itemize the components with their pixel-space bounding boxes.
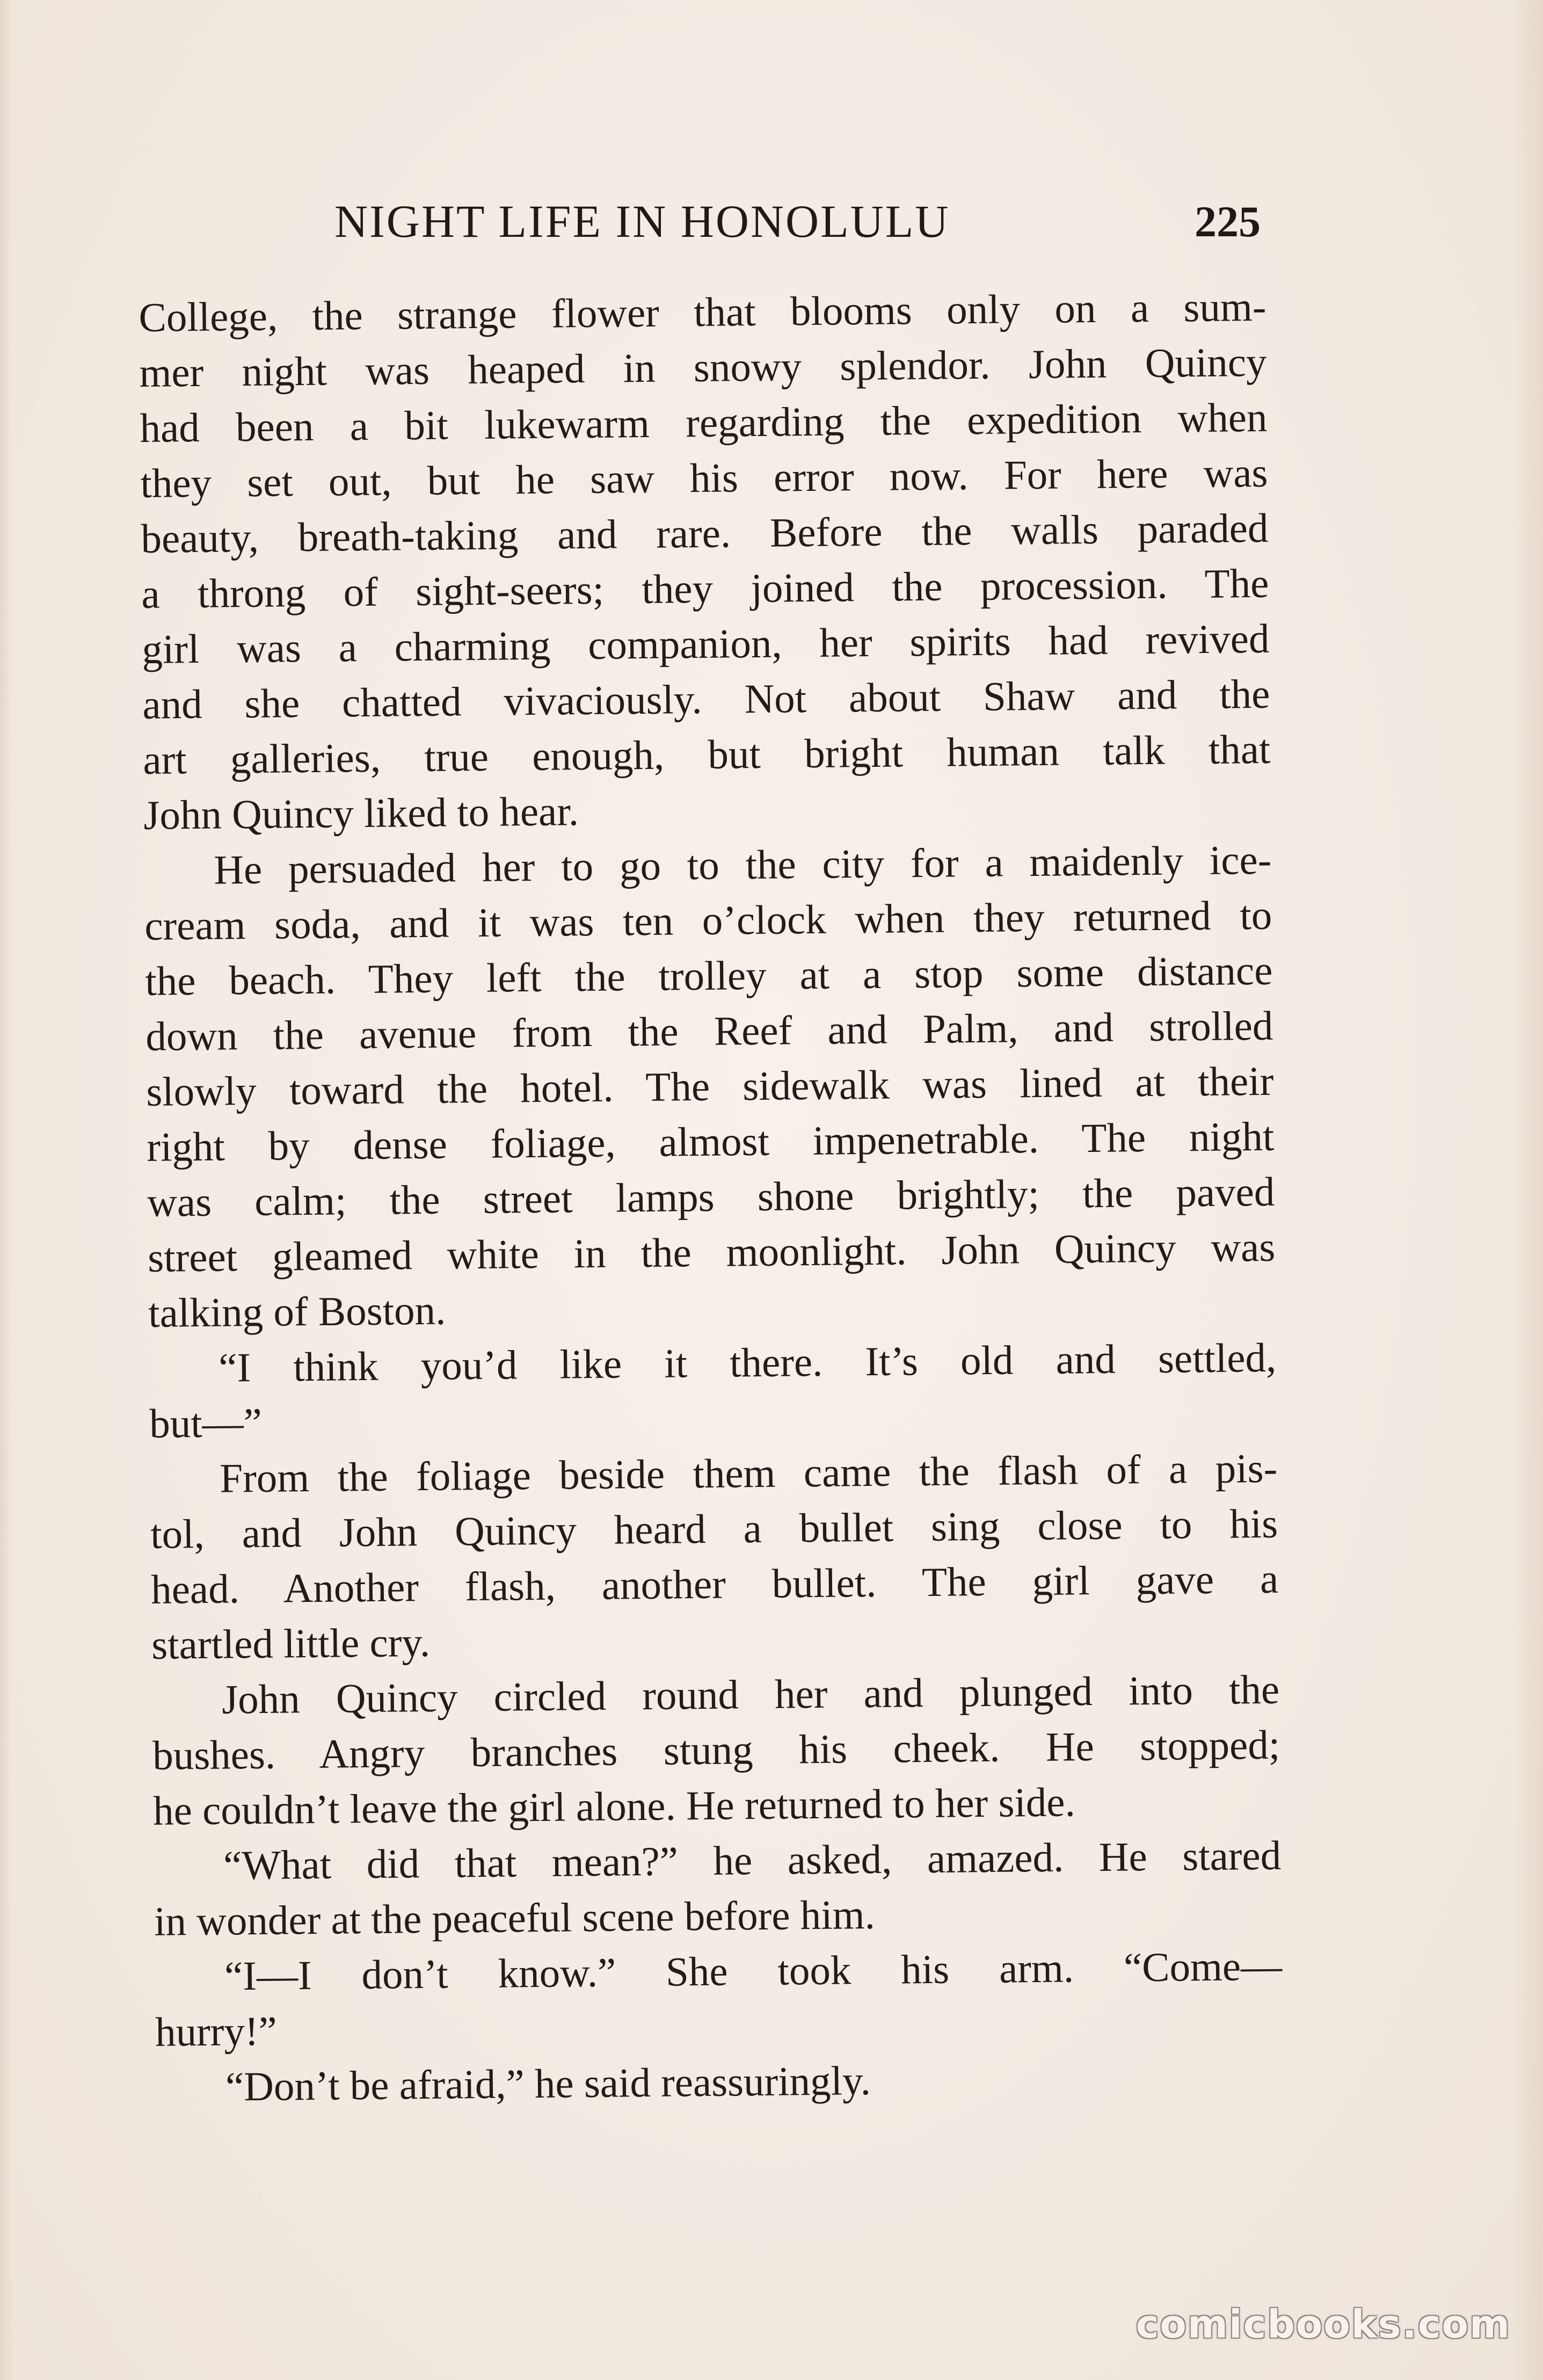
text-line: mer night was heaped in snowy splendor. John Quincy bbox=[139, 338, 1267, 396]
text-line: street gleamed white in the moonlight. John Quincy was bbox=[147, 1223, 1276, 1281]
text-line: but—” bbox=[149, 1399, 263, 1447]
text-line: and she chatted vivaciously. Not about Shaw and the bbox=[142, 670, 1270, 728]
text-line: startled little cry. bbox=[151, 1619, 431, 1668]
text-line: head. Another flash, another bullet. The girl gave a bbox=[150, 1555, 1279, 1613]
text-line: From the foliage beside them came the flash of a pis- bbox=[219, 1445, 1278, 1501]
text-line: the beach. They left the trolley at a stop some distance bbox=[144, 947, 1273, 1004]
text-line: “Don’t be afraid,” he said reassuringly. bbox=[225, 2057, 871, 2110]
text-line: “What did that mean?” he asked, amazed. He stared bbox=[223, 1832, 1282, 1889]
text-line: he couldn’t leave the girl alone. He returned to her side. bbox=[152, 1779, 1076, 1834]
text-line: art galleries, true enough, but bright human talk that bbox=[142, 725, 1271, 783]
text-line: right by dense foliage, almost impenetrable. The night bbox=[146, 1113, 1275, 1170]
text-line: tol, and John Quincy heard a bullet sing close to his bbox=[150, 1500, 1278, 1557]
running-head bbox=[139, 183, 1261, 252]
text-line: “I think you’d like it there. It’s old and settled, bbox=[218, 1334, 1277, 1391]
text-line: hurry!” bbox=[155, 2007, 278, 2055]
text-line: was calm; the street lamps shone brightly; the paved bbox=[147, 1168, 1275, 1225]
watermark-logo: comicbooks.com bbox=[1136, 2302, 1511, 2347]
text-line: down the avenue from the Reef and Palm, and strolled bbox=[145, 1002, 1273, 1060]
text-line: had been a bit lukewarm regarding the expedition when bbox=[140, 394, 1268, 451]
text-line: they set out, but he saw his error now. For here was bbox=[140, 449, 1268, 506]
text-line: College, the strange flower that blooms only on a sum- bbox=[139, 283, 1267, 340]
text-line: talking of Boston. bbox=[148, 1287, 446, 1336]
text-line: slowly toward the hotel. The sidewalk was lined at their bbox=[145, 1057, 1274, 1115]
page-edge-shadow-left bbox=[0, 0, 13, 2380]
body-text bbox=[139, 279, 1284, 2115]
text-line: cream soda, and it was ten o’clock when they returned to bbox=[144, 891, 1272, 949]
text-line: a throng of sight-seers; they joined the procession. The bbox=[141, 560, 1269, 617]
text-line: He persuaded her to go to the city for a maidenly ice- bbox=[213, 836, 1272, 893]
text-line: in wonder at the peaceful scene before him. bbox=[154, 1891, 876, 1944]
running-title: NIGHT LIFE IN HONOLULU bbox=[334, 195, 950, 247]
text-line: John Quincy circled round her and plunged into the bbox=[221, 1666, 1280, 1723]
text-line: beauty, breath-taking and rare. Before the walls paraded bbox=[141, 504, 1269, 562]
text-line: bushes. Angry branches stung his cheek. He stopped; bbox=[152, 1721, 1280, 1779]
page-number: 225 bbox=[1195, 197, 1261, 246]
text-line: girl was a charming companion, her spirits had revived bbox=[142, 615, 1270, 672]
page-edge-shadow-right bbox=[1511, 0, 1543, 2380]
text-line: John Quincy liked to hear. bbox=[143, 788, 579, 838]
text-line: “I—I don’t know.” She took his arm. “Come— bbox=[224, 1942, 1283, 1999]
